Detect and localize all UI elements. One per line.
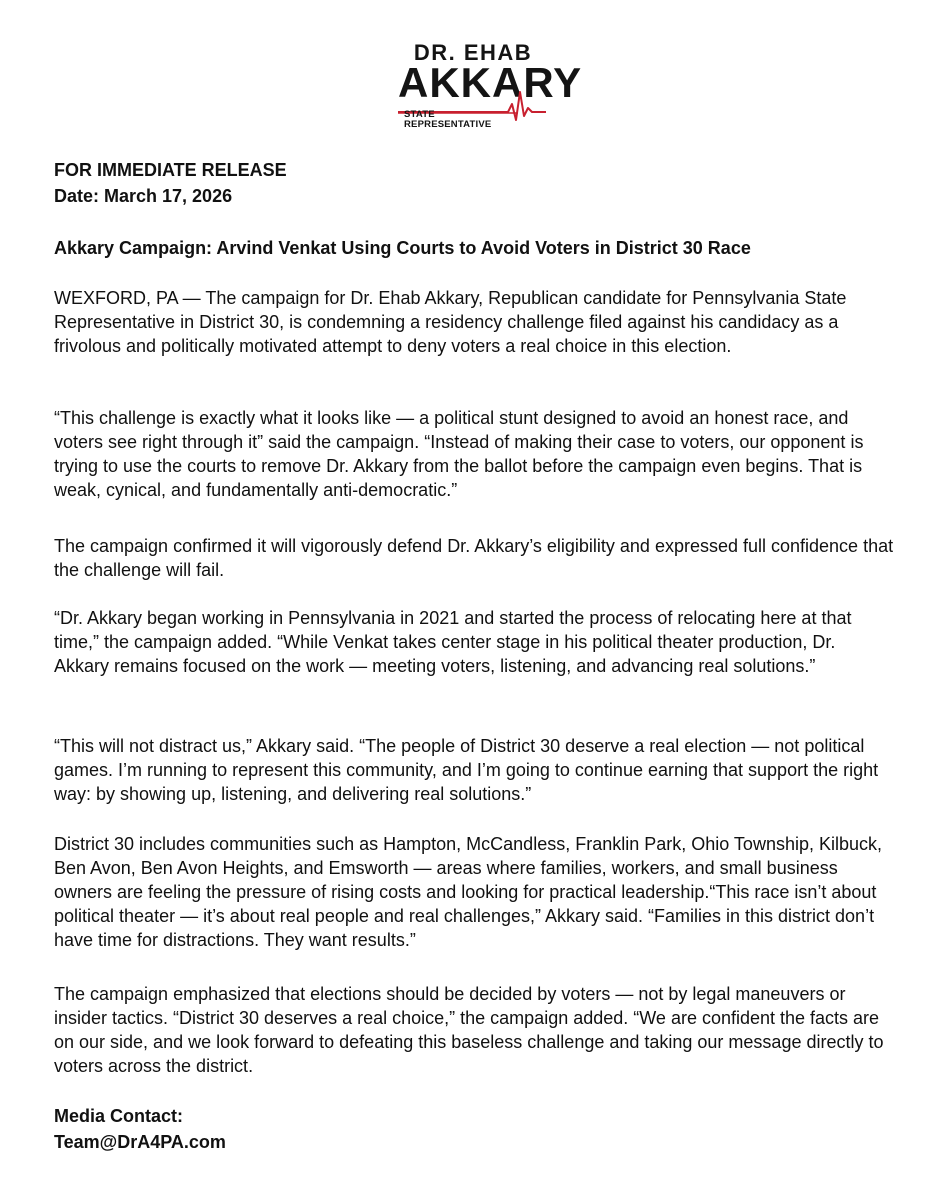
logo-surname: AKKARY (398, 59, 583, 106)
paragraph-4: “Dr. Akkary began working in Pennsylvania in 2021 and started the process of relocating here at that time,” the campaign added. “While Venkat takes center stage in his political theater production, Dr. Akkary remains focused on the work — meeting voters, listening, and advancing real solutions.” (54, 608, 852, 676)
release-date: Date: March 17, 2026 (54, 186, 233, 206)
paragraph-3: The campaign confirmed it will vigorously defend Dr. Akkary’s eligibility and expressed full confidence that the challenge will fail. (54, 536, 894, 580)
logo-name-line: DR. EHAB (413, 40, 533, 65)
media-contact-label: Media Contact: (54, 1106, 184, 1126)
paragraph-7: The campaign emphasized that elections should be decided by voters — not by legal maneuvers or insider tactics. “District 30 deserves a real choice,” the campaign added. “We are confident the facts are on our side, and we look forward to defeating this baseless challenge and taking our message directly to voters across the district. (54, 984, 884, 1076)
headline: Akkary Campaign: Arvind Venkat Using Courts to Avoid Voters in District 30 Race (54, 238, 751, 258)
paragraph-2: “This challenge is exactly what it looks like — a political stunt designed to avoid an honest race, and voters see right through it” said the campaign. “Instead of making their case to voters, our opponent is trying to use the courts to remove Dr. Akkary from the ballot before the campaign even begins. That is weak, cynical, and fundamentally anti-democratic.” (54, 408, 864, 500)
campaign-logo (380, 36, 583, 130)
paragraph-6: District 30 includes communities such as Hampton, McCandless, Franklin Park, Ohio Township, Kilbuck, Ben Avon, Ben Avon Heights, and Emsworth — areas where families, workers, and small business owners are feeling the pressure of rising costs and looking for practical leadership.“This race isn’t about political theater — it’s about real people and real challenges,” Akkary said. “Families in this district don’t have time for distractions. They want results.” (54, 834, 882, 950)
release-label: FOR IMMEDIATE RELEASE (54, 160, 287, 180)
paragraph-1: WEXFORD, PA — The campaign for Dr. Ehab Akkary, Republican candidate for Pennsylvania State Representative in District 30, is condemning a residency challenge filed against his candidacy as a frivolous and politically motivated attempt to deny voters a real choice in this election. (54, 288, 847, 356)
logo-title: STATE REPRESENTATIVE (404, 109, 492, 130)
paragraph-5: “This will not distract us,” Akkary said. “The people of District 30 deserve a real election — not political games. I’m running to represent this community, and I’m going to continue earning that support the right way: by showing up, listening, and delivering real solutions.” (54, 736, 879, 804)
media-contact-email[interactable]: Team@DrA4PA.com (54, 1132, 226, 1152)
